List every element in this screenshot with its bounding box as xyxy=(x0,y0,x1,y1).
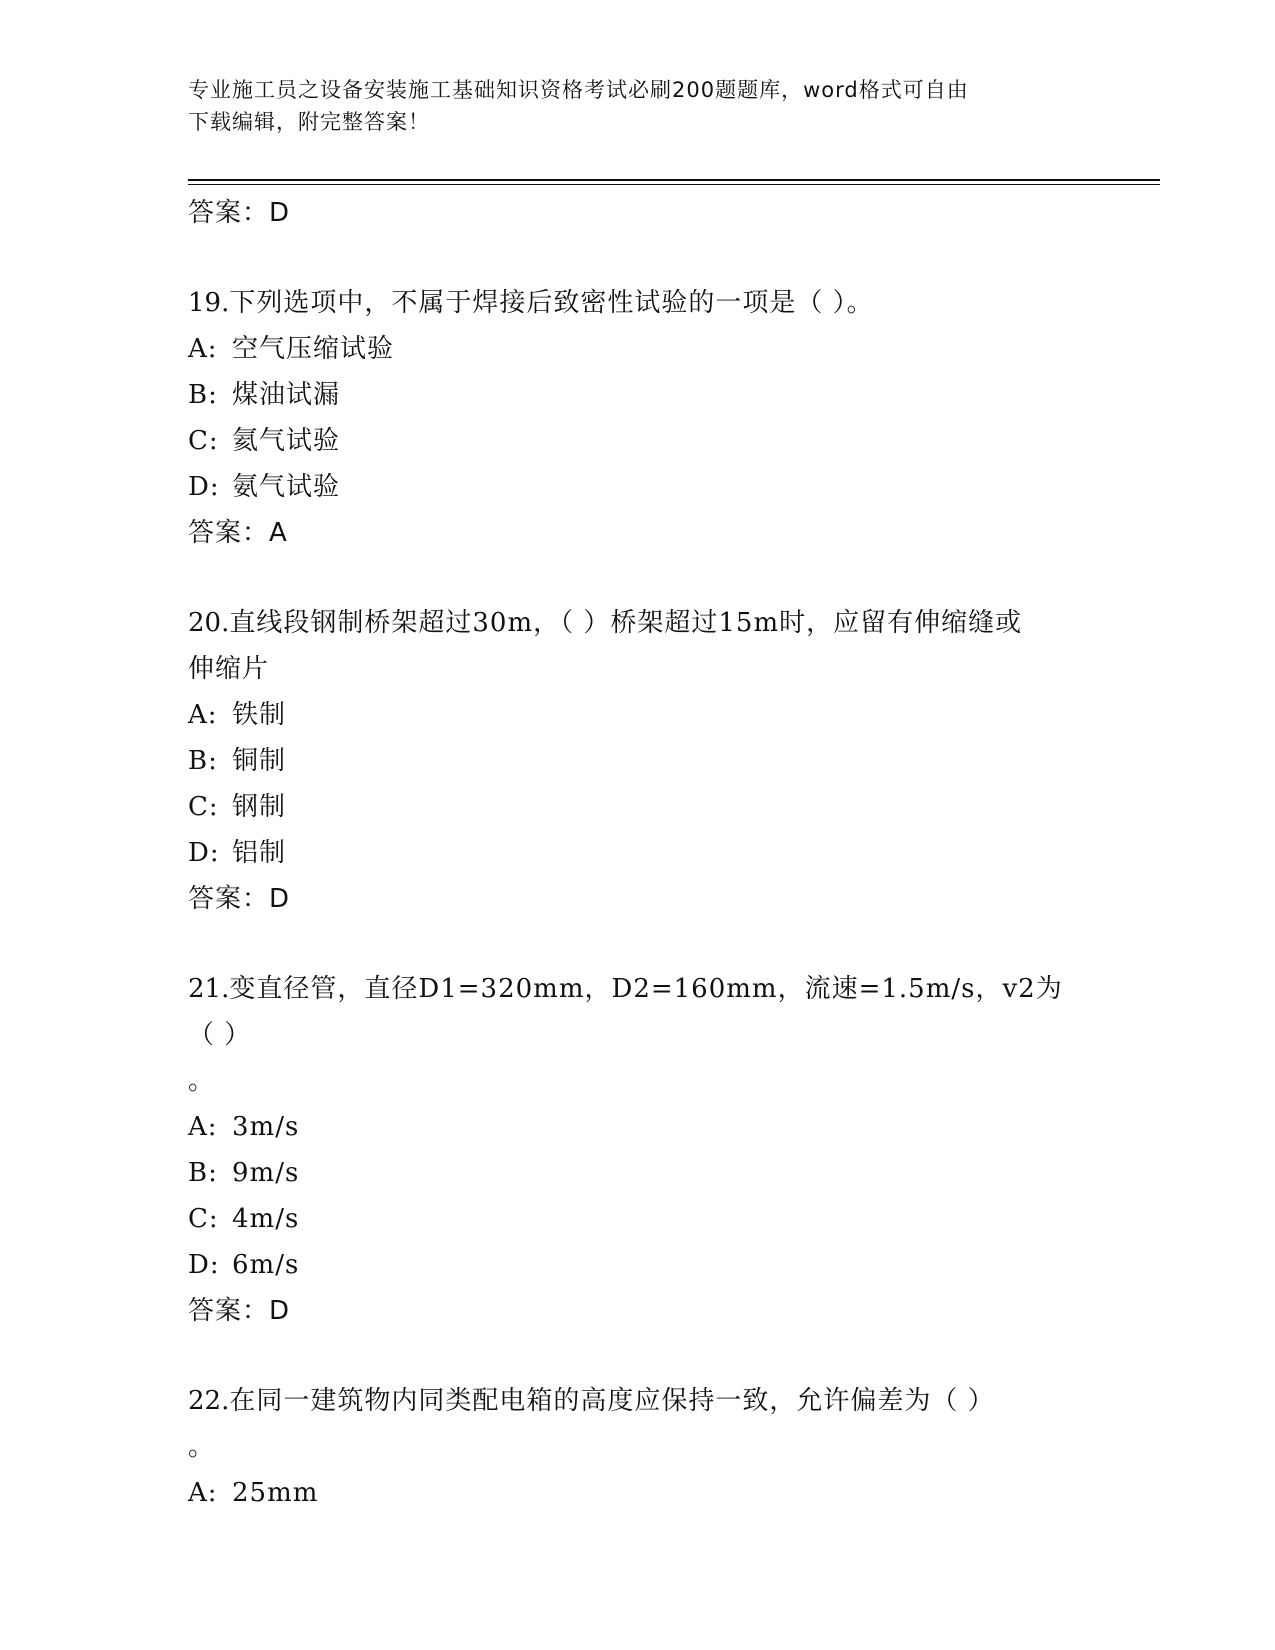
option-letter: B: xyxy=(188,1158,218,1188)
option-letter: D: xyxy=(188,472,220,502)
option-text: 3m/s xyxy=(232,1112,300,1142)
option-text: 25mm xyxy=(232,1478,319,1508)
option-letter: C: xyxy=(188,1204,219,1234)
option-text: 钢制 xyxy=(232,792,287,822)
spacer xyxy=(188,1334,1088,1378)
option-letter: A: xyxy=(188,334,218,364)
question-text: 在同一建筑物内同类配电箱的高度应保持一致，允许偏差为（ ） xyxy=(229,1386,995,1416)
header-rule-thick xyxy=(188,179,1160,181)
option-19-c xyxy=(188,418,1088,464)
option-21-d xyxy=(188,1242,1088,1288)
answer-q19: 答案：A xyxy=(188,518,288,548)
answer-q20: 答案：D xyxy=(188,884,291,914)
answer-q21: 答案：D xyxy=(188,1296,291,1326)
header-rule-thin xyxy=(188,184,1160,185)
option-text: 空气压缩试验 xyxy=(232,334,395,364)
question-number: 21. xyxy=(188,974,230,1004)
option-letter: B: xyxy=(188,380,218,410)
option-19-b xyxy=(188,372,1088,418)
document-header xyxy=(188,74,1088,138)
option-19-a xyxy=(188,326,1088,372)
option-text: 铁制 xyxy=(232,700,287,730)
option-21-c xyxy=(188,1196,1088,1242)
question-21-stem-continued: 。 xyxy=(188,1066,216,1096)
option-21-b xyxy=(188,1150,1088,1196)
option-20-d xyxy=(188,830,1088,876)
option-letter: D: xyxy=(188,1250,220,1280)
option-letter: D: xyxy=(188,838,220,868)
option-letter: B: xyxy=(188,746,218,776)
option-text: 铜制 xyxy=(232,746,287,776)
question-number: 20. xyxy=(188,608,230,638)
option-letter: A: xyxy=(188,1112,218,1142)
option-letter: A: xyxy=(188,1478,218,1508)
option-text: 煤油试漏 xyxy=(232,380,341,410)
question-number: 19. xyxy=(188,288,230,318)
option-text: 氨气试验 xyxy=(232,472,341,502)
question-number: 22. xyxy=(188,1386,230,1416)
option-text: 6m/s xyxy=(232,1250,300,1280)
option-text: 铝制 xyxy=(232,838,287,868)
question-text: 直线段钢制桥架超过30m，（ ）桥架超过15m时，应留有伸缩缝或 xyxy=(229,608,1023,638)
question-20-stem xyxy=(188,600,1088,646)
question-22-stem xyxy=(188,1378,1088,1424)
question-19-stem xyxy=(188,280,1088,326)
question-content xyxy=(188,190,1088,1516)
option-20-a xyxy=(188,692,1088,738)
spacer xyxy=(188,556,1088,600)
question-21-stem xyxy=(188,966,1088,1058)
option-text: 9m/s xyxy=(232,1158,300,1188)
header-line-2: 下载编辑，附完整答案！ xyxy=(188,110,430,134)
spacer xyxy=(188,236,1088,280)
option-20-c xyxy=(188,784,1088,830)
option-text: 4m/s xyxy=(232,1204,300,1234)
header-line-1: 专业施工员之设备安装施工基础知识资格考试必刷200题题库，word格式可自由 xyxy=(188,78,969,102)
option-21-a xyxy=(188,1104,1088,1150)
option-letter: C: xyxy=(188,792,219,822)
question-20-stem-continued: 伸缩片 xyxy=(188,654,270,684)
spacer xyxy=(188,922,1088,966)
question-22-stem-continued: 。 xyxy=(188,1432,216,1462)
answer-q18: 答案：D xyxy=(188,198,291,228)
option-20-b xyxy=(188,738,1088,784)
question-text: 下列选项中，不属于焊接后致密性试验的一项是（ ）。 xyxy=(229,288,874,318)
option-letter: A: xyxy=(188,700,218,730)
option-letter: C: xyxy=(188,426,219,456)
option-text: 氦气试验 xyxy=(232,426,341,456)
option-22-a xyxy=(188,1470,1088,1516)
question-text: 变直径管，直径D1=320mm，D2=160mm，流速=1.5m/s，v2为（ ） xyxy=(188,974,1063,1050)
option-19-d xyxy=(188,464,1088,510)
